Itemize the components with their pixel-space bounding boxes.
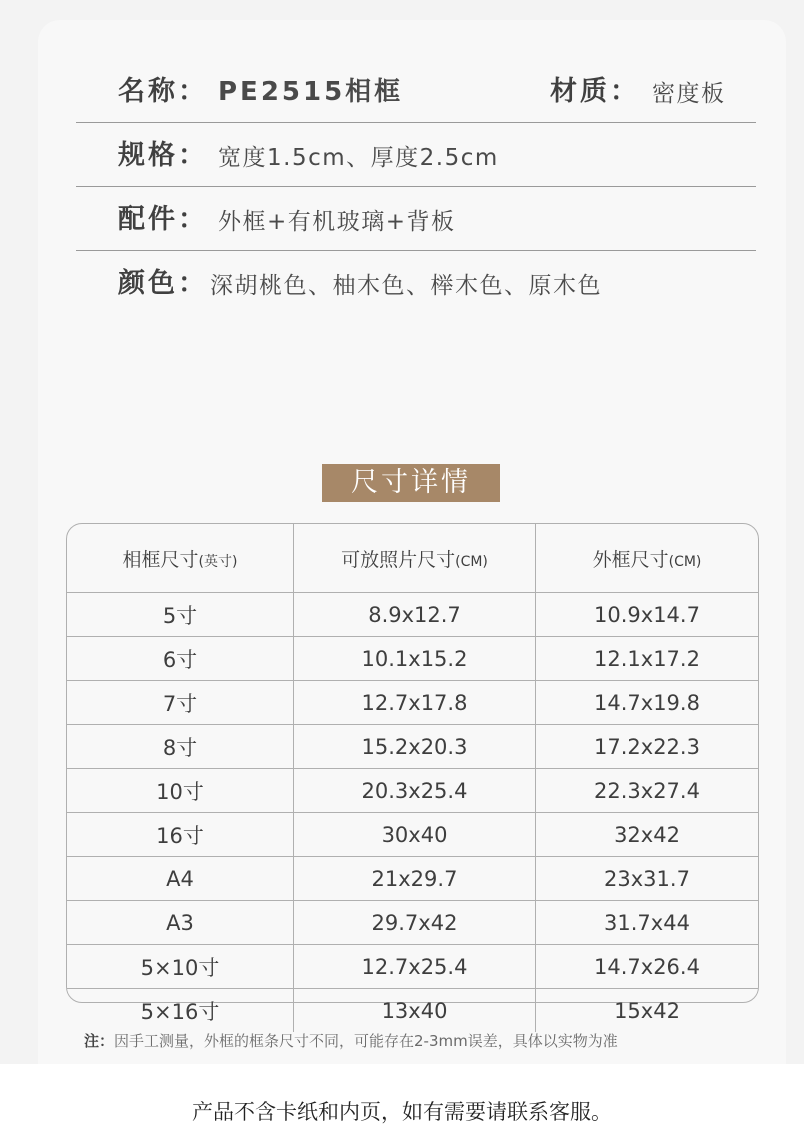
name-value: PE2515相框 [218, 77, 404, 107]
table-row [67, 681, 758, 725]
cell-photo-size: 10.1x15.2 [294, 637, 536, 681]
cell-photo-size: 21x29.7 [294, 857, 536, 901]
header-photo-size [294, 524, 536, 593]
spec-key: 规格： [118, 140, 208, 171]
spec-row-parts [76, 186, 756, 251]
table-row [67, 857, 758, 901]
note-label: 注： [84, 1032, 115, 1050]
cell-frame-size: 5×16寸 [67, 989, 294, 1033]
cell-photo-size: 12.7x17.8 [294, 681, 536, 725]
table-row [67, 637, 758, 681]
header-label: 相框尺寸 [122, 548, 199, 571]
spec-row-name [76, 58, 756, 123]
table-row [67, 945, 758, 989]
cell-photo-size: 20.3x25.4 [294, 769, 536, 813]
note-text: 因手工测量，外框的框条尺寸不同，可能存在2-3mm误差，具体以实物为准 [114, 1032, 618, 1050]
name-key: 名称： [118, 76, 208, 107]
cell-outer-size: 32x42 [536, 813, 759, 857]
footer-text: 产品不含卡纸和内页，如有需要请联系客服。 [192, 1100, 612, 1124]
spec-row-size [76, 122, 756, 187]
cell-frame-size: 6寸 [67, 637, 294, 681]
spec-value: 宽度1.5cm、厚度2.5cm [218, 145, 499, 171]
cell-outer-size: 12.1x17.2 [536, 637, 759, 681]
table-row [67, 901, 758, 945]
cell-frame-size: A3 [67, 901, 294, 945]
cell-outer-size: 23x31.7 [536, 857, 759, 901]
cell-outer-size: 10.9x14.7 [536, 593, 759, 637]
cell-outer-size: 22.3x27.4 [536, 769, 759, 813]
material-key: 材质： [550, 76, 640, 107]
cell-frame-size: 7寸 [67, 681, 294, 725]
header-label: 可放照片尺寸 [341, 548, 456, 571]
cell-frame-size: 8寸 [67, 725, 294, 769]
header-unit: (CM) [668, 553, 702, 570]
size-details-title: 尺寸详情 [322, 464, 500, 502]
table-row [67, 593, 758, 637]
cell-frame-size: 5寸 [67, 593, 294, 637]
cell-frame-size: 16寸 [67, 813, 294, 857]
color-value: 深胡桃色、柚木色、榉木色、原木色 [210, 273, 602, 299]
cell-frame-size: 5×10寸 [67, 945, 294, 989]
measurement-note [84, 1030, 618, 1051]
cell-outer-size: 14.7x19.8 [536, 681, 759, 725]
cell-outer-size: 14.7x26.4 [536, 945, 759, 989]
cell-photo-size: 8.9x12.7 [294, 593, 536, 637]
table-row [67, 725, 758, 769]
cell-outer-size: 15x42 [614, 998, 680, 1023]
cell-photo-size: 12.7x25.4 [294, 945, 536, 989]
cell-photo-size: 13x40 [294, 989, 536, 1033]
parts-key: 配件： [118, 204, 208, 235]
size-table [66, 523, 759, 1024]
spec-row-color [76, 250, 756, 314]
cell-photo-size: 30x40 [294, 813, 536, 857]
parts-value: 外框+有机玻璃+背板 [218, 209, 456, 235]
table-row [67, 769, 758, 813]
header-outer-size [536, 524, 759, 593]
header-unit: (英寸) [198, 553, 238, 570]
color-key: 颜色： [118, 268, 208, 299]
table-row [67, 989, 758, 1033]
table-header-row [67, 524, 758, 593]
cell-outer-size: 31.7x44 [536, 901, 759, 945]
cell-photo-size: 15.2x20.3 [294, 725, 536, 769]
table-row [67, 813, 758, 857]
material-value: 密度板 [652, 81, 726, 107]
header-frame-size [67, 524, 294, 593]
header-unit: (CM) [455, 553, 488, 570]
cell-outer-size: 17.2x22.3 [536, 725, 759, 769]
header-label: 外框尺寸 [592, 548, 669, 571]
cell-frame-size: 10寸 [67, 769, 294, 813]
cell-frame-size: A4 [67, 857, 294, 901]
cell-photo-size: 29.7x42 [294, 901, 536, 945]
